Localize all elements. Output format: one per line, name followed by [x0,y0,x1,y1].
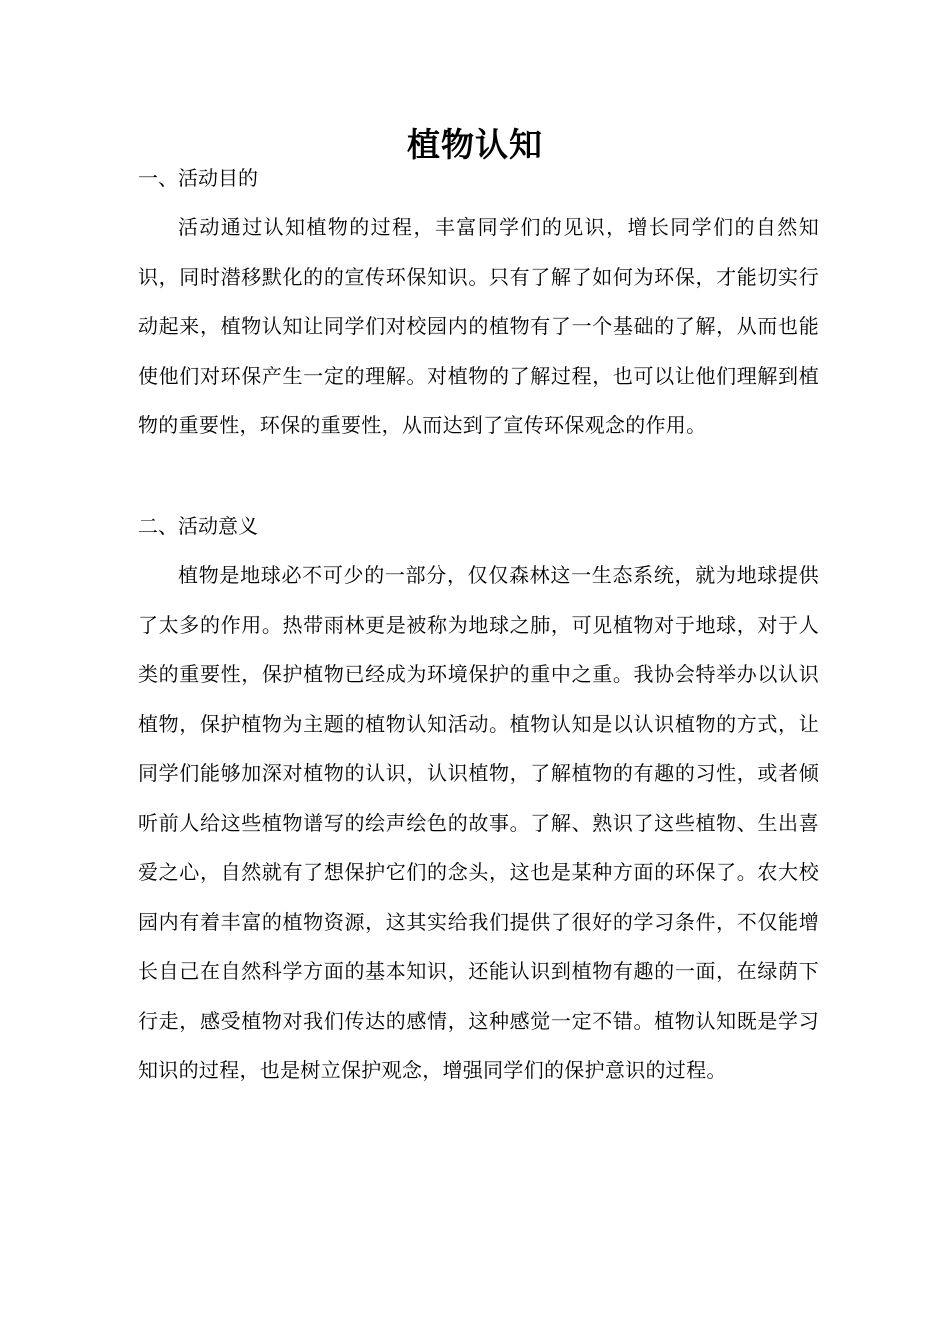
section-paragraph-purpose: 活动通过认知植物的过程，丰富同学们的见识，增长同学们的自然知识，同时潜移默化的的宣传环保知识。只有了解了如何为环保，才能切实行动起来，植物认知让同学们对校园内的植物有了一个基础的了解，从而也能使他们对环保产生一定的理解。对植物的了解过程，也可以让他们理解到植物的重要性，环保的重要性，从而达到了宣传环保观念的作用。 [138,215,819,437]
section-paragraph-significance: 植物是地球必不可少的一部分，仅仅森林这一生态系统，就为地球提供了太多的作用。热带雨林更是被称为地球之肺，可见植物对于地球，对于人类的重要性，保护植物已经成为环境保护的重中之重。我协会特举办以认识植物，保护植物为主题的植物认知活动。植物认知是以认识植物的方式，让同学们能够加深对植物的认识，认识植物，了解植物的有趣的习性，或者倾听前人给这些植物谱写的绘声绘色的故事。了解、熟识了这些植物、生出喜爱之心，自然就有了想保护它们的念头，这也是某种方面的环保了。农大校园内有着丰富的植物资源，这其实给我们提供了很好的学习条件，不仅能增长自己在自然科学方面的基本知识，还能认识到植物有趣的一面，在绿荫下行走，感受植物对我们传达的感情，这种感觉一定不错。植物认知既是学习知识的过程，也是树立保护观念，增强同学们的保护意识的过程。 [138,563,819,1082]
section-heading-significance: 二、活动意义 [138,514,258,538]
section-heading-purpose: 一、活动目的 [138,166,258,190]
document-title: 植物认知 [407,125,543,165]
